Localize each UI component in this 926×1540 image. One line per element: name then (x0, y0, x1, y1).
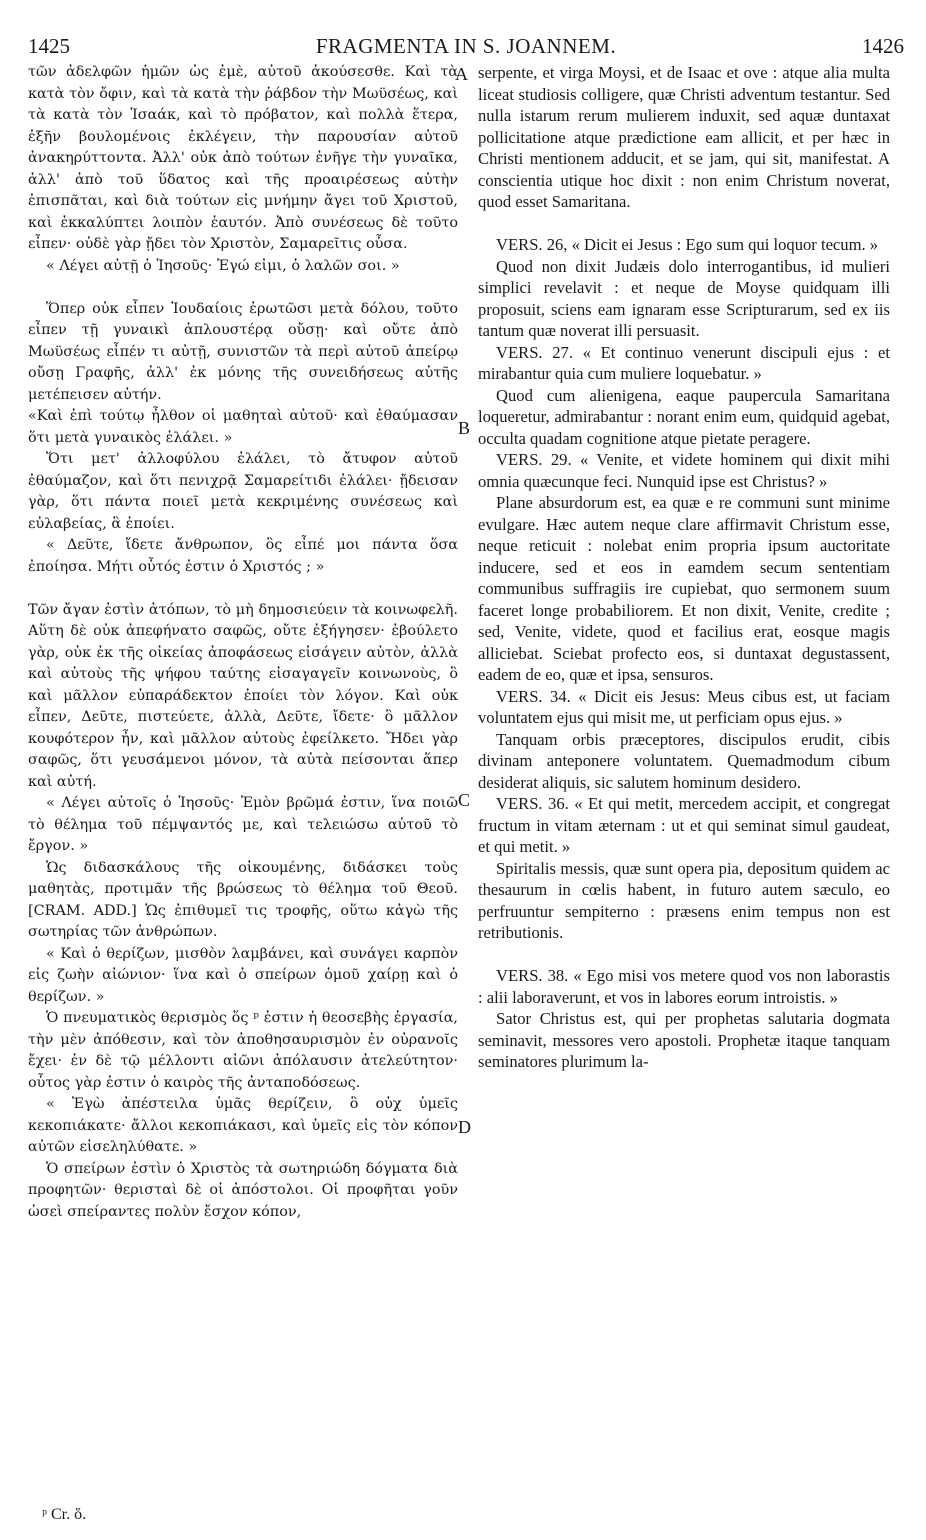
greek-verse-quote: « Δεῦτε, ἴδετε ἄνθρωπον, ὃς εἶπέ μοι πάντα ὅσα ἐποίησα. Μήτι οὗτός ἐστιν ὁ Χριστός ; » (28, 537, 458, 575)
greek-paragraph: Τῶν ἄγαν ἐστὶν ἀτόπων, τὸ μὴ δημοσιεύειν τὰ κοινωφελῆ. Αὕτη δὲ οὐκ ἀπεφήνατο σαφῶς, οὔτε ἐξήγησεν· ἐβούλετο γὰρ, οὐκ ἐκ τῆς οἰκείας ἀποφάσεως εἰσάγειν αὐτὸν, ἀλλὰ καὶ αὐτοὺς τῆς ψήφου ταύτης εἰσαγαγεῖν κοινωνοὺς, ὃ καὶ μᾶλλον εὐπαράδεκτον ἐποίει τὸν λόγον. Καὶ οὐκ εἶπεν, Δεῦτε, πιστεύετε, ἀλλὰ, Δεῦτε, ἴδετε· ὃ μᾶλλον κουφότερον ἦν, καὶ μᾶλλον αὐτοὺς ἐφείλκετο. Ἤδει γὰρ σαφῶς, ὅτι γευσάμενοι μόνον, τὰ αὐτὰ πείσονται ἅπερ καὶ αὐτή. (28, 601, 458, 790)
page-number-right: 1426 (862, 34, 904, 58)
page-number-left: 1425 (28, 34, 70, 58)
greek-paragraph: Ὁ πνευματικὸς θερισμὸς ὅς ᵖ ἐστιν ἡ θεοσεβὴς ἐργασία, τὴν μὲν ἀπόθεσιν, καὶ τὸν ἀποθησαυρισμὸν ἐν οὐρανοῖς ἔχει· ἐν δὲ τῷ μέλλοντι αἰῶνι ἀπόλαυσιν ἀτελεύτητον· οὗτος γὰρ ἐστιν ὁ καιρὸς τῆς ἀνταποδόσεως. (28, 1010, 458, 1091)
latin-verse-quote: VERS. 29. « Venite, et videte hominem qui dixit mihi omnia quæcunque feci. Nunquid ipse est Christus? » (478, 450, 890, 491)
greek-verse-quote: «Καὶ ἐπὶ τούτῳ ἦλθον οἱ μαθηταὶ αὐτοῦ· καὶ ἐθαύμασαν ὅτι μετὰ γυναικὸς ἐλάλει. » (28, 408, 458, 446)
latin-verse-quote: VERS. 27. « Et continuo venerunt discipuli ejus : et mirabantur quia cum muliere loquebatur. » (478, 342, 890, 383)
latin-verse-quote: VERS. 34. « Dicit eis Jesus: Meus cibus est, ut faciam voluntatem ejus qui misit me, ut perficiam opus ejus. » (478, 686, 890, 727)
latin-paragraph: Spiritalis messis, quæ sunt opera pia, depositum quidem ac thesaurum in cœlis habent, in futuro autem sæculo, eo perfruuntur sempiterno : præsens enim tempus non est retributionis. (478, 858, 890, 942)
latin-paragraph: Quod non dixit Judæis dolo interrogantibus, id mulieri simplici revelavit : et neque de Moyse quidquam illi proposuit, sciens eam ignaram esse Scripturarum, sed ex iis tantum quæ noverat illi persuasit. (478, 256, 890, 340)
greek-paragraph: Ὅτι μετ' ἀλλοφύλου ἐλάλει, τὸ ἄτυφον αὐτοῦ ἐθαύμαζον, καὶ ὅτι πενιχρᾷ Σαμαρείτιδι ἐλάλει· ᾔδεισαν γὰρ, ὅτι πάντα ποιεῖ μετὰ κεκριμένης συνέσεως καὶ εὐλαβείας, ἃ ἐποίει. (28, 451, 458, 532)
greek-verse-quote: « Λέγει αὐτῇ ὁ Ἰησοῦς· Ἐγώ εἰμι, ὁ λαλῶν σοι. » (46, 257, 400, 274)
latin-paragraph: Plane absurdorum est, ea quæ e re communi sunt minime evulgare. Hæc autem neque clare affirmavit Christum esse, neque reticuit : nolebat enim propria ipsum auctoritate inducere, sed et eos in eamdem secum sententiam communibus suffragiis ire cupiebat, quo sermonem suum faceret longe probabiliorem. Et non dixit, Venite, credite ; sed, Venite, videte, quod et facilius erat, eosque magis alliciebat. Sciebat profecto eos, si duntaxat degustassent, eadem de eo, quæ et ipsa, sensuros. (478, 493, 890, 684)
greek-verse-quote: « Λέγει αὐτοῖς ὁ Ἰησοῦς· Ἐμὸν βρῶμά ἐστιν, ἵνα ποιῶ τὸ θέλημα τοῦ πέμψαντός με, καὶ τελειώσω αὐτοῦ τὸ ἔργον. » (28, 795, 458, 854)
greek-paragraph: Ὅπερ οὐκ εἶπεν Ἰουδαίοις ἐρωτῶσι μετὰ δόλου, τοῦτο εἶπεν τῇ γυναικὶ ἁπλουστέρᾳ οὔσῃ· καὶ οὔτε ἀπὸ Μωϋσέως εἶπέν τι αὐτῇ, συνιστῶν τὰ περὶ αὐτοῦ ἀπείρῳ οὔσῃ Γραφῆς, ἀλλ' ἐκ μόνης τῆς συνειδήσεως αὐτῆς μετέπεισεν αὐτήν. (28, 300, 458, 403)
greek-paragraph: τῶν ἀδελφῶν ἡμῶν ὡς ἐμὲ, αὐτοῦ ἀκούσεσθε. Καὶ τὰ κατὰ τὸν ὄφιν, καὶ τὰ κατὰ τὴν ῥάβδον τὴν Μωϋσέως, καὶ τὰ κατὰ τὸν Ἰσαάκ, καὶ τὸ πρόβατον, καὶ πολλὰ ἕτερα, ἐξῆν βουλομένοις ἐκλέγειν, τὴν παρουσίαν αὐτοῦ ἀνακηρύττοντα. Ἀλλ' οὐκ ἀπὸ τούτων ἐνῆγε τὴν γυναῖκα, ἀλλ' ἀπὸ τοῦ ὕδατος καὶ τῆς προαιρέσεως αὐτὴν ἐπισπᾶται, καὶ διὰ τούτων εἰς μνήμην ἄγει τοῦ Χριστοῦ, καὶ ἐκκαλύπτει λοιπὸν ἑαυτόν. Ἀπὸ συνέσεως δὲ τοῦτο εἶπεν· οὐδὲ γὰρ ᾔδει τὸν Χριστὸν, Σαμαρεῖτις οὖσα. (28, 64, 458, 252)
latin-column (478, 62, 890, 1073)
greek-column (28, 62, 458, 1223)
latin-verse-quote: VERS. 36. « Et qui metit, mercedem accipit, et congregat fructum in vitam æternam : ut et qui seminat simul gaudeat, et qui metit. » (478, 794, 890, 856)
greek-paragraph: Ὡς διδασκάλους τῆς οἰκουμένης, διδάσκει τοὺς μαθητὰς, προτιμᾶν τῆς βρώσεως τὸ θέλημα τοῦ Θεοῦ. [CRAM. ADD.] Ὡς ἐπιθυμεῖ τις τροφῆς, οὕτω κἀγὼ τῆς σωτηρίας τῶν ἀνθρώπων. (28, 859, 458, 940)
margin-letter-d: D (458, 1117, 471, 1137)
latin-paragraph: Quod cum alienigena, eaque paupercula Samaritana loqueretur, admirabantur : norant enim eum, quidquid agebat, occulta quadam cognitione atque pietate peragere. (478, 385, 890, 448)
latin-paragraph: serpente, et virga Moysi, et de Isaac et ove : atque alia multa liceat studiosis colligere, quæ Christi adventum testantur. Sed nulla istarum rerum mulierem induxit, sed aquæ duntaxat pollicitatione atque prædictione eam allicit, et per hæc in Christi mentionem adducit, et se jam, qui sit, manifestat. A conscientia utique hoc dixit : non enim Christum noverat, quod esset Samaritana. (478, 63, 890, 211)
latin-paragraph: Sator Christus est, qui per prophetas salutaria dogmata seminavit, messores vero apostoli. Prophetæ itaque tanquam seminatores plurimum la- (478, 1009, 890, 1071)
greek-verse-quote: « Ἐγὼ ἀπέστειλα ὑμᾶς θερίζειν, ὃ οὐχ ὑμεῖς κεκοπιάκατε· ἄλλοι κεκοπιάκασι, καὶ ὑμεῖς εἰς τὸν κόπον αὐτῶν εἰσεληλύθατε. » (28, 1096, 458, 1155)
latin-paragraph: Tanquam orbis præceptores, discipulos erudit, cibis divinam anteponere voluntatem. Quemadmodum cibum desiderat aliquis, sic salutem hominum desidero. (478, 729, 890, 792)
footnote: ᵖ Cr. ὅ. (42, 1506, 87, 1523)
margin-letter-b: B (458, 418, 471, 438)
greek-paragraph: Ὁ σπείρων ἐστὶν ὁ Χριστὸς τὰ σωτηριώδη δόγματα διὰ προφητῶν· θερισταὶ δὲ οἱ ἀπόστολοι. Οἱ προφῆται γοῦν ὡσεὶ σπείραντες πολὺν ἔσχον κόπον, (28, 1160, 458, 1220)
margin-letter-c: C (458, 790, 471, 810)
latin-verse-quote: VERS. 38. « Ego misi vos metere quod vos non laborastis : alii laboraverunt, et vos in labores eorum introistis. » (478, 966, 890, 1007)
greek-verse-quote: « Καὶ ὁ θερίζων, μισθὸν λαμβάνει, καὶ συνάγει καρπὸν εἰς ζωὴν αἰώνιον· ἵνα καὶ ὁ σπείρων ὁμοῦ χαίρῃ καὶ ὁ θερίζων. » (28, 945, 458, 1005)
margin-letter-a: A (455, 64, 468, 84)
running-header (28, 34, 904, 56)
latin-verse-quote: VERS. 26, « Dicit ei Jesus : Ego sum qui loquor tecum. » (496, 235, 879, 254)
running-title: FRAGMENTA IN S. JOANNEM. (315, 34, 617, 58)
